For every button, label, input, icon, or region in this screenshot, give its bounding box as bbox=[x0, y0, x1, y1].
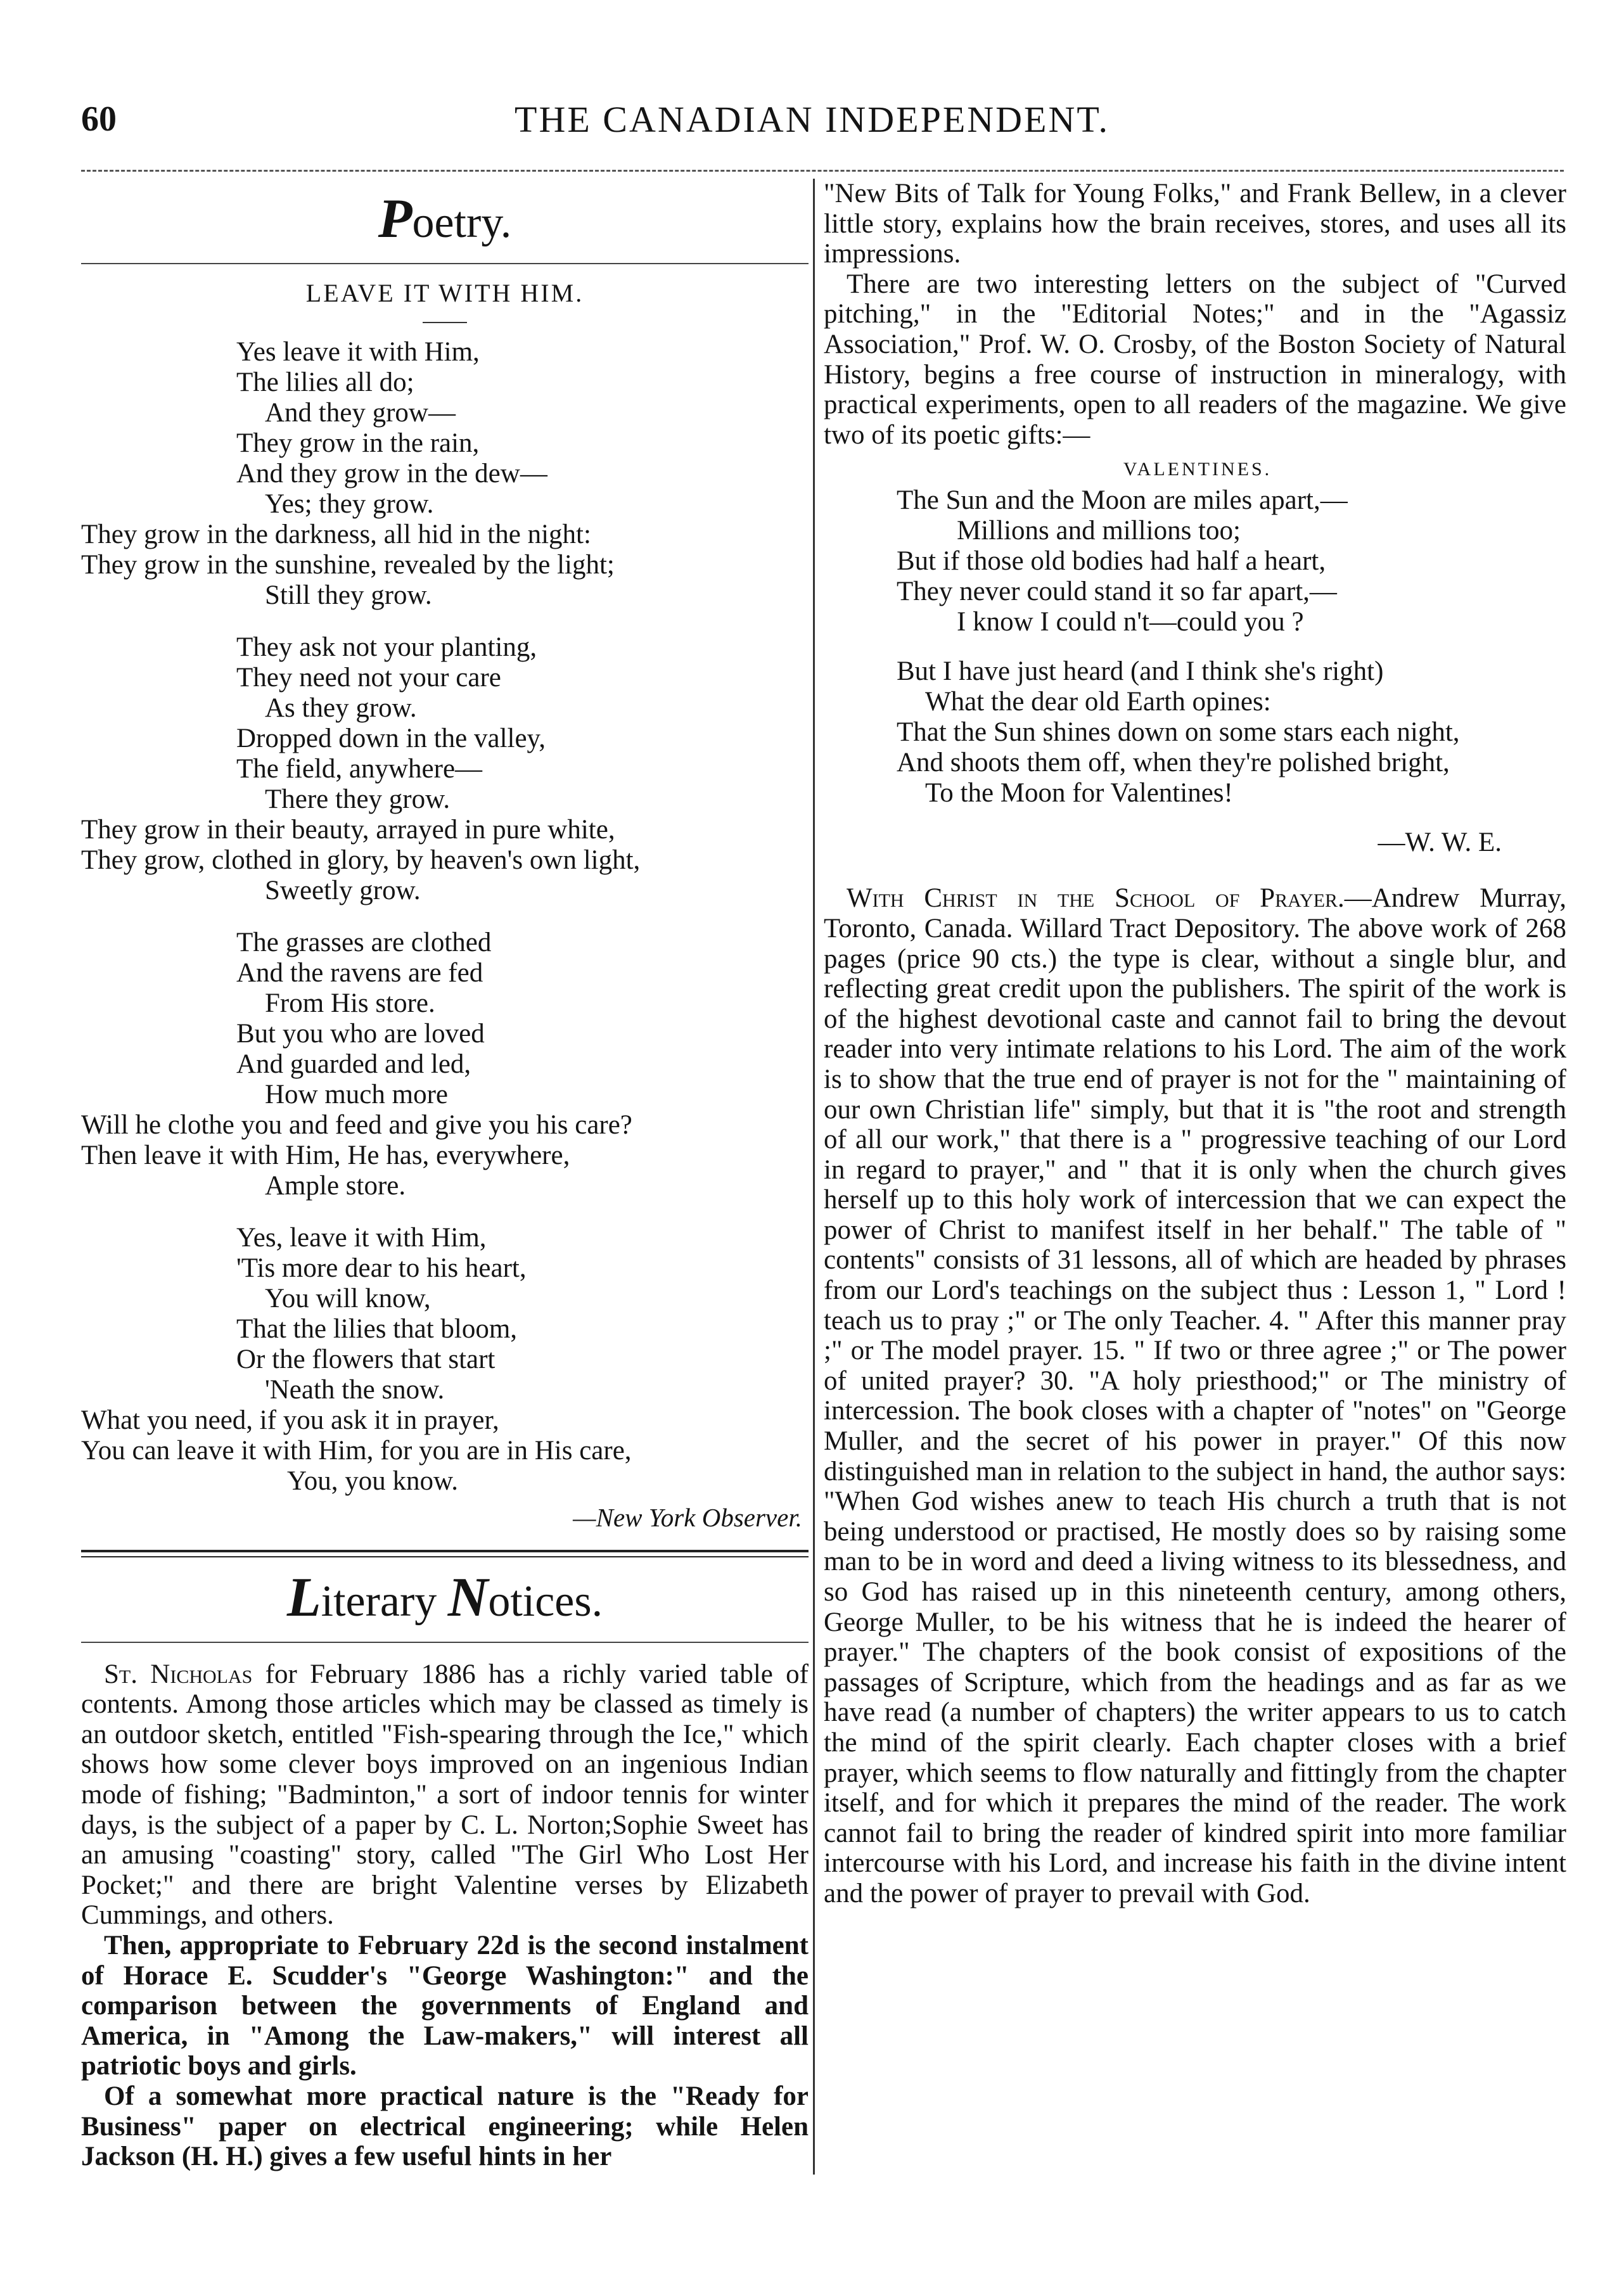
poem-line: Will he clothe you and feed and give you his care? bbox=[81, 1109, 632, 1140]
literary-notices-heading bbox=[81, 1568, 809, 1629]
poem-line: You can leave it with Him, for you are in His care, bbox=[81, 1435, 632, 1466]
poem-line: That the lilies that bloom, bbox=[236, 1313, 518, 1344]
poem-stanza bbox=[81, 632, 809, 906]
poem-line: The field, anywhere— bbox=[236, 753, 483, 784]
poetry-heading-initial: P bbox=[378, 188, 412, 250]
literary-heading-rest-1: iterary bbox=[321, 1576, 448, 1626]
poem-line: They need not your care bbox=[236, 662, 501, 693]
poem-line: Yes leave it with Him, bbox=[236, 336, 480, 367]
poem-line: Still they grow. bbox=[265, 580, 432, 610]
poem-line: And they grow in the dew— bbox=[236, 458, 547, 489]
poem-line: Then leave it with Him, He has, everywhere, bbox=[81, 1140, 570, 1170]
book-review-title: With Christ in the School of Prayer. bbox=[847, 883, 1345, 914]
section-double-rule bbox=[81, 1550, 809, 1557]
valentines-attribution: —W. W. E. bbox=[1378, 827, 1502, 858]
column-divider bbox=[813, 179, 815, 2175]
continued-paragraph: "New Bits of Talk for Young Folks," and Frank Bellew, in a clever little story, explains how the brain receives, stores, and uses all its impressions. bbox=[824, 179, 1566, 269]
header-rule bbox=[81, 170, 1564, 172]
poem-line: They grow in their beauty, arrayed in pure white, bbox=[81, 814, 615, 845]
notice-lead: St. Nicholas bbox=[104, 1659, 253, 1689]
poem-line: Sweetly grow. bbox=[265, 875, 421, 905]
valentines-line: But I have just heard (and I think she's right) bbox=[897, 656, 1384, 687]
poem-body bbox=[81, 337, 809, 1497]
literary-notices-rule bbox=[81, 1642, 809, 1643]
valentines-line: That the Sun shines down on some stars each night, bbox=[897, 717, 1460, 748]
poetry-heading-rest: oetry. bbox=[412, 198, 512, 247]
valentines-line: To the Moon for Valentines! bbox=[925, 778, 1233, 808]
valentines-line: The Sun and the Moon are miles apart,— bbox=[897, 485, 1348, 516]
poem-line: They grow, clothed in glory, by heaven's own light, bbox=[81, 845, 641, 875]
poem-line: There they grow. bbox=[265, 784, 451, 814]
poem-title: LEAVE IT WITH HIM. bbox=[305, 278, 584, 307]
poem-line: Or the flowers that start bbox=[236, 1344, 496, 1374]
poem-stanza bbox=[81, 928, 809, 1201]
valentines-line: They never could stand it so far apart,— bbox=[897, 577, 1337, 607]
notice-paragraph bbox=[81, 1659, 809, 1931]
poem-line: Ample store. bbox=[265, 1170, 406, 1201]
valentines-poem bbox=[824, 485, 1571, 808]
poem-line: How much more bbox=[265, 1079, 448, 1109]
poem-attribution: —New York Observer. bbox=[573, 1502, 802, 1532]
poem-line: From His store. bbox=[265, 988, 435, 1018]
magazine-paragraph: There are two interesting letters on the subject of "Curved pitching," in the "Editorial Notes;" and in the "Agassiz Association," Prof. W. O. Crosby, of the Boston Society of Natural History, begins a free course of instruction in mineralogy, with practical experiments, open to all readers of the magazine. We give two of its poetic gifts:— bbox=[824, 269, 1566, 450]
notice-text: for February 1886 has a richly varied table of contents. Among those articles which may be classed as timely is an outdoor sketch, entitled "Fish-spearing through the Ice," which shows how some clever boys improved on an ingenious Indian mode of fishing; "Badminton," a sort of indoor tennis for winter days, is the subject of a paper by C. L. Norton;Sophie Sweet has an amusing "coasting" story, called "The Girl Who Lost Her Pocket;" and there are bright Valentine verses by Elizabeth Cummings, and others. bbox=[81, 1659, 809, 1931]
poem-line: And guarded and led, bbox=[236, 1049, 471, 1079]
notice-text: Then, appropriate to February 22d is the second instalment of Horace E. Scudder's "George Washington:" and the comparison between the governments of England and America, in "Among the Law-makers," will interest all patriotic boys and girls. bbox=[81, 1930, 809, 2081]
poem-line: And they grow— bbox=[265, 397, 456, 428]
poem-line: Yes; they grow. bbox=[265, 489, 434, 519]
literary-heading-initial-2: N bbox=[447, 1566, 489, 1628]
poem-line: And the ravens are fed bbox=[236, 957, 483, 988]
poem-line: What you need, if you ask it in prayer, bbox=[81, 1405, 499, 1435]
poem-line: They grow in the darkness, all hid in the night: bbox=[81, 519, 591, 549]
poem-line: They ask not your planting, bbox=[236, 632, 537, 662]
left-column bbox=[81, 179, 809, 2172]
valentines-stanza bbox=[824, 485, 1571, 637]
poem-line: Yes, leave it with Him, bbox=[236, 1222, 487, 1253]
poem-line: The grasses are clothed bbox=[236, 927, 492, 957]
valentines-stanza bbox=[824, 656, 1571, 808]
poetry-rule bbox=[81, 263, 809, 264]
right-column bbox=[824, 179, 1571, 1909]
page-number: 60 bbox=[81, 99, 117, 139]
valentines-line: But if those old bodies had half a heart, bbox=[897, 546, 1326, 577]
book-review bbox=[824, 883, 1566, 1908]
poem-line: The lilies all do; bbox=[236, 367, 414, 397]
poem-stanza bbox=[81, 337, 809, 611]
literary-heading-rest-2: otices. bbox=[488, 1576, 603, 1626]
valentines-line: Millions and millions too; bbox=[957, 516, 1241, 546]
poetry-heading bbox=[81, 189, 809, 250]
notice-text: Of a somewhat more practical nature is the "Ready for Business" paper on electrical engineering; while Helen Jackson (H. H.) gives a few useful hints in her bbox=[81, 2081, 809, 2172]
poem-line: They grow in the sunshine, revealed by the light; bbox=[81, 549, 615, 580]
poem-stanza bbox=[81, 1223, 809, 1497]
poem-line: They grow in the rain, bbox=[236, 428, 480, 458]
literary-notices-body bbox=[81, 1659, 809, 2172]
poem-line: 'Neath the snow. bbox=[265, 1374, 445, 1405]
running-title: THE CANADIAN INDEPENDENT. bbox=[515, 99, 1109, 140]
book-review-text: —Andrew Murray, Toronto, Canada. Willard Tract Depository. The above work of 268 pages (price 90 cts.) the type is clear, without a single blur, and reflecting great credit upon the publishers. The spirit of the work is of the highest devotional caste and cannot fail to bring the devout reader into very intimate relations to his Lord. The aim of the work is to show that the true end of prayer is not for the " maintaining of our own Christian life" simply, but that it is "the root and strength of all our work," that there is a " progressive teaching of our Lord in regard to prayer," and " that it is only when the church gives herself up to this holy work of intercession that we can expect the power of Christ to manifest itself in her behalf." The table of " contents" consists of 31 lessons, all of which are headed by phrases from our Lord's teachings on the subject thus : Lesson 1, " Lord ! teach us to pray ;" or The only Teacher. 4. " After this manner pray ;" or The model prayer. 15. " If two or three agree ;" or The power of united prayer? 30. "A holy priesthood;" or The ministry of intercession. The book closes with a chapter of "notes" on "George Muller, and the secret of his power in prayer." Of this now distinguished man in relation to the subject in hand, the author says: "When God wishes anew to teach His church a truth that is not being understood or practised, He mostly does so by raising some man to be in word and deed a living witness to its blessedness, and so God has raised up in this nineteenth century, among others, George Muller, to be his witness that he is indeed the hearer of prayer." The chapters of the book consist of expositions of the passages of Scripture, which from the headings and as far as we have read (a number of chapters) the writer appears to us to catch the mind of the spirit clearly. Each chapter closes with a brief prayer, which seems to flow naturally and fittingly from the chapter itself, and for which it prepares the mind of the reader. The work cannot fail to bring the reader of kindred spirit into more familiar intercourse with his Lord, and increase his faith in the divine intent and the power of prayer to prevail with God. bbox=[824, 883, 1566, 1908]
poem-line: Dropped down in the valley, bbox=[236, 723, 546, 753]
poem-line: 'Tis more dear to his heart, bbox=[236, 1253, 527, 1283]
poem-line: You, you know. bbox=[287, 1466, 459, 1496]
valentines-line: I know I could n't—could you ? bbox=[957, 607, 1304, 637]
valentines-line: And shoots them off, when they're polished bright, bbox=[897, 748, 1450, 778]
notice-paragraph bbox=[81, 2081, 809, 2172]
valentines-line: What the dear old Earth opines: bbox=[925, 687, 1271, 717]
poem-line: You will know, bbox=[265, 1283, 431, 1313]
valentines-title: VALENTINES. bbox=[1123, 459, 1272, 480]
poem-line: But you who are loved bbox=[236, 1018, 485, 1049]
notice-paragraph bbox=[81, 1931, 809, 2081]
poem-title-rule bbox=[423, 322, 467, 323]
literary-heading-initial-1: L bbox=[286, 1566, 321, 1628]
poem-line: As they grow. bbox=[265, 693, 417, 723]
